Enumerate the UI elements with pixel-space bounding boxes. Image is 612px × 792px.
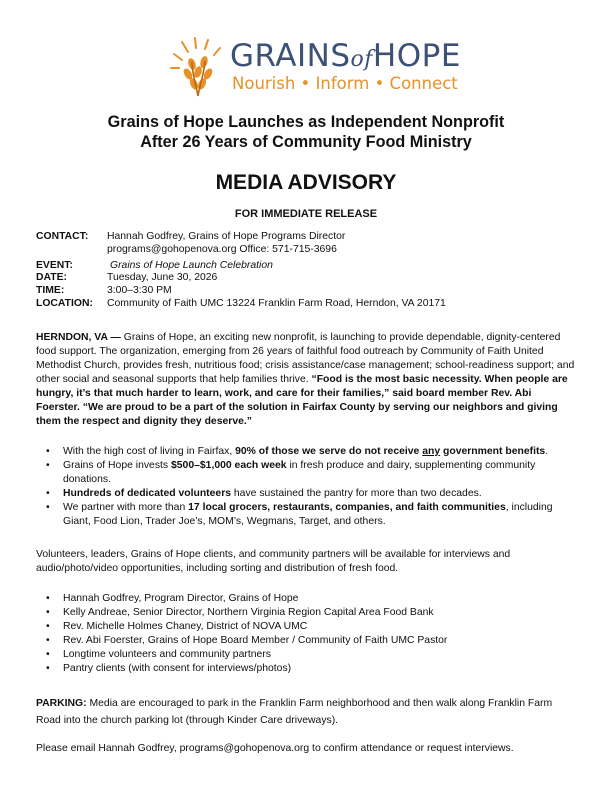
parking-paragraph xyxy=(36,695,576,729)
board-quote: “Food is the most basic necessity. When people are hungry, it’s that much harder to learn, work, and care for their families,” said board member Rev. Abi Foerster. “We are proud to be a part of the solution in Fairfax County by serving our neighbors and giving them the respect and dignity they deserve.” xyxy=(36,374,568,427)
wheat-icon xyxy=(168,34,232,98)
logo-tagline: Nourish • Inform • Connect xyxy=(232,74,458,93)
intro-text: Grains of Hope, an exciting new nonprofit, is launching to provide dependable, dignity-centered food support. The organization, emerging from 26 years of faithful food outreach by Community of Faith United Methodist Church, provides fresh, nutritious food; crisis assistance/case management; school-readiness support; and other social and seasonal supports that help families thrive. xyxy=(36,332,575,385)
list-item: • Rev. Abi Foerster, Grains of Hope Board Member / Community of Faith UMC Pastor xyxy=(36,634,576,648)
list-item: • Grains of Hope invests $500–$1,000 each week in fresh produce and dairy, supplementing community donations. xyxy=(36,459,576,487)
release-note: FOR IMMEDIATE RELEASE xyxy=(234,208,378,220)
headline-line-2: After 26 Years of Community Food Ministry xyxy=(140,133,472,151)
contact-name: Hannah Godfrey, Grains of Hope Programs Director xyxy=(107,231,346,242)
contact-label: CONTACT: xyxy=(36,231,89,242)
closing-line: Please email Hannah Godfrey, programs@gohopenova.org to confirm attendance or request interviews. xyxy=(36,743,514,754)
contact-row xyxy=(36,231,446,244)
list-item: • Rev. Michelle Holmes Chaney, District of NOVA UMC xyxy=(36,620,576,634)
event-label: EVENT: xyxy=(36,259,73,271)
parking-text: Media are encouraged to park in the Franklin Farm neighborhood and then walk along Franklin Farm Road into the church parking lot (through Kinder Care driveways). xyxy=(36,698,553,726)
headline-line-1: Grains of Hope Launches as Independent Nonprofit xyxy=(107,113,505,131)
list-item: • Pantry clients (with consent for interviews/photos) xyxy=(36,662,576,676)
key-facts-list xyxy=(36,445,576,529)
dateline: HERNDON, VA — xyxy=(36,332,121,343)
time-label: TIME: xyxy=(36,285,65,297)
time-value: 3:00–3:30 PM xyxy=(107,285,172,297)
list-item: • Hannah Godfrey, Program Director, Grains of Hope xyxy=(36,592,576,606)
logo-wordmark: GRAINSofHOPE xyxy=(230,38,461,74)
contact-details-row xyxy=(36,244,446,257)
list-item: • With the high cost of living in Fairfax, 90% of those we serve do not receive any government benefits. xyxy=(36,445,576,459)
location-label: LOCATION: xyxy=(36,297,93,309)
intro-paragraph xyxy=(36,331,576,429)
event-info-block xyxy=(36,231,446,311)
list-item: • Longtime volunteers and community partners xyxy=(36,648,576,662)
interviewees-list xyxy=(36,592,576,676)
press-headline xyxy=(0,112,612,152)
location-row xyxy=(36,298,446,311)
time-row xyxy=(36,285,446,298)
event-value: Grains of Hope Launch Celebration xyxy=(110,259,273,271)
list-item: • Hundreds of dedicated volunteers have sustained the pantry for more than two decades. xyxy=(36,487,576,501)
advisory-title: MEDIA ADVISORY xyxy=(215,171,397,194)
date-row xyxy=(36,272,446,285)
date-value: Tuesday, June 30, 2026 xyxy=(107,272,218,284)
list-item: • We partner with more than 17 local grocers, restaurants, companies, and faith communities, including Giant, Food Lion, Trader Joe’s, MOM’s, Wegmans, Target, and others. xyxy=(36,501,576,529)
date-label: DATE: xyxy=(36,272,67,284)
location-value: Community of Faith UMC 13224 Franklin Farm Road, Herndon, VA 20171 xyxy=(107,297,446,309)
event-row xyxy=(36,260,446,273)
list-item: • Kelly Andreae, Senior Director, Northern Virginia Region Capital Area Food Bank xyxy=(36,606,576,620)
parking-label: PARKING: xyxy=(36,698,87,709)
contact-email-phone: programs@gohopenova.org Office: 571-715-3696 xyxy=(107,243,337,255)
availability-paragraph: Volunteers, leaders, Grains of Hope clients, and community partners will be available for interviews and audio/photo/video opportunities, including sorting and distribution of fresh food. xyxy=(36,549,511,574)
grains-of-hope-logo xyxy=(168,34,461,98)
